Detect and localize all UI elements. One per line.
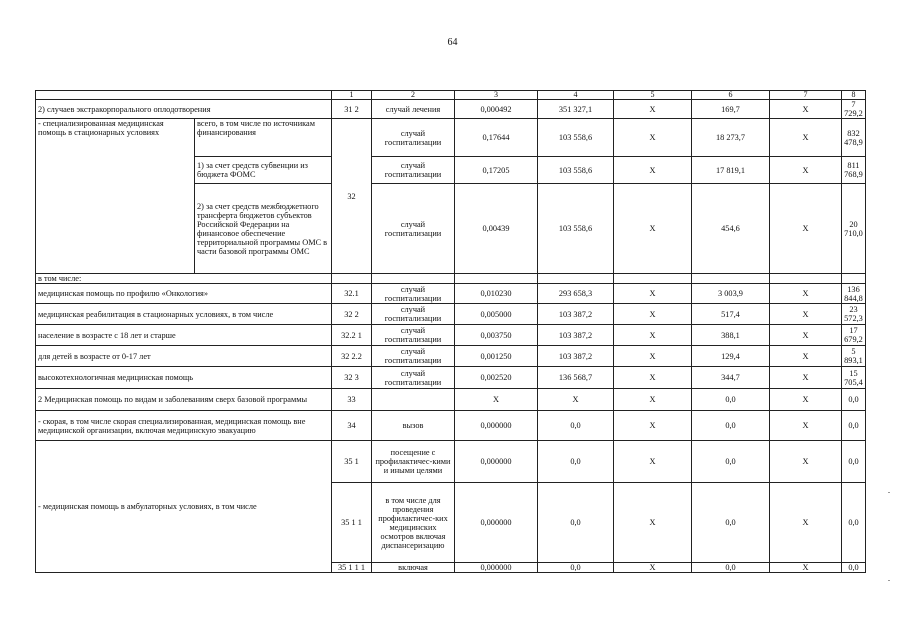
cell-col3: 0,010230 xyxy=(455,284,538,304)
row-code: 32.2 1 xyxy=(332,325,372,346)
cell-col8: 832 478,9 xyxy=(842,119,866,157)
cell-col5: X xyxy=(614,411,692,441)
row-name: - медицинская помощь в амбулаторных условиях, в том числе xyxy=(36,441,332,573)
row-code: 32 2 xyxy=(332,304,372,325)
cell-col7: X xyxy=(770,441,842,483)
cell-col4: 103 558,6 xyxy=(538,119,614,157)
cell-col5: X xyxy=(614,304,692,325)
cell-col6: 0,0 xyxy=(692,411,770,441)
row-code: 34 xyxy=(332,411,372,441)
cell-col3: 0,000000 xyxy=(455,563,538,573)
cell-col4: 103 558,6 xyxy=(538,184,614,274)
row-unit xyxy=(372,389,455,411)
cell-col6: 0,0 xyxy=(692,483,770,563)
cell-col5: X xyxy=(614,100,692,119)
cell-col5: X xyxy=(614,284,692,304)
row-name: в том числе: xyxy=(36,274,332,284)
cell-col8: 0,0 xyxy=(842,389,866,411)
cell-col7: X xyxy=(770,483,842,563)
cell-col3: 0,00439 xyxy=(455,184,538,274)
cell-col5: X xyxy=(614,157,692,184)
row-code: 35 1 xyxy=(332,441,372,483)
cell-col5: X xyxy=(614,563,692,573)
row-name: население в возрасте с 18 лет и старше xyxy=(36,325,332,346)
cell-col3: 0,003750 xyxy=(455,325,538,346)
cell-col4: 103 387,2 xyxy=(538,346,614,367)
table-row xyxy=(36,274,866,284)
row-unit: посещение с профилактичес-кими и иными целями xyxy=(372,441,455,483)
cell-col7: X xyxy=(770,367,842,389)
row-code: 35 1 1 1 xyxy=(332,563,372,573)
row-name: высокотехнологичная медицинская помощь xyxy=(36,367,332,389)
empty-cell xyxy=(770,274,842,284)
row-subname: 2) за счет средств межбюджетного трансферта бюджетов субъектов Российской Федерации на финансовое обеспечение территориальной программы ОМС в части базовой программы ОМС xyxy=(195,184,332,274)
table-row xyxy=(36,284,866,304)
cell-col6: 344,7 xyxy=(692,367,770,389)
cell-col3: 0,000492 xyxy=(455,100,538,119)
scan-speck xyxy=(888,492,890,493)
cell-col8: 811 768,9 xyxy=(842,157,866,184)
cell-col4: 0,0 xyxy=(538,441,614,483)
table-row xyxy=(36,100,866,119)
cell-col5: X xyxy=(614,367,692,389)
cell-col4: 103 387,2 xyxy=(538,304,614,325)
header-cell-name xyxy=(36,91,332,100)
row-name: - специализированная медицинская помощь в стационарных условиях xyxy=(36,119,195,274)
cell-col6: 18 273,7 xyxy=(692,119,770,157)
cell-col6: 0,0 xyxy=(692,563,770,573)
cell-col5: X xyxy=(614,325,692,346)
empty-cell xyxy=(372,274,455,284)
cell-col7: X xyxy=(770,563,842,573)
table-row xyxy=(36,389,866,411)
cell-col7: X xyxy=(770,284,842,304)
cell-col8: 15 705,4 xyxy=(842,367,866,389)
cell-col4: 0,0 xyxy=(538,483,614,563)
cell-col8: 23 572,3 xyxy=(842,304,866,325)
header-cell-7: 7 xyxy=(770,91,842,100)
cell-col5: X xyxy=(614,483,692,563)
row-code: 35 1 1 xyxy=(332,483,372,563)
cell-col7: X xyxy=(770,184,842,274)
header-cell-6: 6 xyxy=(692,91,770,100)
cell-col5: X xyxy=(614,441,692,483)
row-name: - скорая, в том числе скорая специализированная, медицинская помощь вне медицинской организации, включая медицинскую эвакуацию xyxy=(36,411,332,441)
row-unit: случай госпитализации xyxy=(372,119,455,157)
cell-col3: 0,005000 xyxy=(455,304,538,325)
cell-col5: X xyxy=(614,184,692,274)
header-cell-5: 5 xyxy=(614,91,692,100)
empty-cell xyxy=(455,274,538,284)
cell-col8: 20 710,0 xyxy=(842,184,866,274)
header-cell-8: 8 xyxy=(842,91,866,100)
cell-col6: 388,1 xyxy=(692,325,770,346)
row-unit: случай госпитализации xyxy=(372,325,455,346)
cell-col4: 103 387,2 xyxy=(538,325,614,346)
cell-col3: 0,17205 xyxy=(455,157,538,184)
table-row xyxy=(36,119,866,157)
header-cell-2: 2 xyxy=(372,91,455,100)
cell-col4: 0,0 xyxy=(538,563,614,573)
cell-col7: X xyxy=(770,100,842,119)
cell-col4: 103 558,6 xyxy=(538,157,614,184)
empty-cell xyxy=(614,274,692,284)
row-name: медицинская помощь по профилю «Онкология» xyxy=(36,284,332,304)
cell-col8: 5 893,1 xyxy=(842,346,866,367)
cell-col7: X xyxy=(770,411,842,441)
row-code-group: 32 xyxy=(332,119,372,274)
cell-col8: 0,0 xyxy=(842,563,866,573)
row-unit: включая xyxy=(372,563,455,573)
cell-col5: X xyxy=(614,346,692,367)
table-row xyxy=(36,325,866,346)
tariff-table xyxy=(35,90,866,573)
empty-cell xyxy=(332,274,372,284)
cell-col8: 136 844,8 xyxy=(842,284,866,304)
row-code: 32.1 xyxy=(332,284,372,304)
cell-col6: 0,0 xyxy=(692,441,770,483)
cell-col4: 136 568,7 xyxy=(538,367,614,389)
cell-col6: 169,7 xyxy=(692,100,770,119)
cell-col3: 0,000000 xyxy=(455,483,538,563)
cell-col4: 351 327,1 xyxy=(538,100,614,119)
cell-col3: 0,17644 xyxy=(455,119,538,157)
table-row xyxy=(36,367,866,389)
cell-col8: 0,0 xyxy=(842,483,866,563)
row-code: 31 2 xyxy=(332,100,372,119)
row-name: 2 Медицинская помощь по видам и заболеваниям сверх базовой программы xyxy=(36,389,332,411)
row-name: для детей в возрасте от 0-17 лет xyxy=(36,346,332,367)
table-row xyxy=(36,411,866,441)
table-row xyxy=(36,346,866,367)
scan-speck xyxy=(888,580,890,581)
cell-col7: X xyxy=(770,389,842,411)
row-unit: случай госпитализации xyxy=(372,367,455,389)
row-name: медицинская реабилитация в стационарных условиях, в том числе xyxy=(36,304,332,325)
page-number: 64 xyxy=(447,37,458,48)
empty-cell xyxy=(842,274,866,284)
row-code: 33 xyxy=(332,389,372,411)
cell-col4: 293 658,3 xyxy=(538,284,614,304)
cell-col6: 129,4 xyxy=(692,346,770,367)
cell-col5: X xyxy=(614,389,692,411)
table-row xyxy=(36,304,866,325)
cell-col6: 3 003,9 xyxy=(692,284,770,304)
row-unit: в том числе для проведения профилактичес-ких медицинских осмотров включая диспансеризацию xyxy=(372,483,455,563)
row-code: 32 3 xyxy=(332,367,372,389)
cell-col8: 0,0 xyxy=(842,411,866,441)
cell-col7: X xyxy=(770,119,842,157)
row-unit: случай госпитализации xyxy=(372,346,455,367)
cell-col3: 0,000000 xyxy=(455,441,538,483)
cell-col4: 0,0 xyxy=(538,411,614,441)
row-unit: вызов xyxy=(372,411,455,441)
row-unit: случай госпитализации xyxy=(372,157,455,184)
cell-col5: X xyxy=(614,119,692,157)
row-unit: случай лечения xyxy=(372,100,455,119)
empty-cell xyxy=(692,274,770,284)
cell-col3: 0,001250 xyxy=(455,346,538,367)
cell-col7: X xyxy=(770,325,842,346)
table-row xyxy=(36,441,866,483)
row-name: 2) случаев экстракорпорального оплодотворения xyxy=(36,100,332,119)
column-number-row xyxy=(36,91,866,100)
row-unit: случай госпитализации xyxy=(372,184,455,274)
cell-col8: 17 679,2 xyxy=(842,325,866,346)
cell-col8: 7 729,2 xyxy=(842,100,866,119)
row-subname: всего, в том числе по источникам финансирования xyxy=(195,119,332,157)
cell-col4: X xyxy=(538,389,614,411)
row-unit: случай госпитализации xyxy=(372,284,455,304)
cell-col3: 0,002520 xyxy=(455,367,538,389)
row-code: 32 2.2 xyxy=(332,346,372,367)
cell-col6: 17 819,1 xyxy=(692,157,770,184)
cell-col7: X xyxy=(770,304,842,325)
row-subname: 1) за счет средств субвенции из бюджета ФОМС xyxy=(195,157,332,184)
header-cell-3: 3 xyxy=(455,91,538,100)
header-cell-1: 1 xyxy=(332,91,372,100)
empty-cell xyxy=(538,274,614,284)
cell-col6: 0,0 xyxy=(692,389,770,411)
cell-col8: 0,0 xyxy=(842,441,866,483)
row-unit: случай госпитализации xyxy=(372,304,455,325)
cell-col7: X xyxy=(770,346,842,367)
cell-col6: 454,6 xyxy=(692,184,770,274)
cell-col3: X xyxy=(455,389,538,411)
cell-col7: X xyxy=(770,157,842,184)
cell-col3: 0,000000 xyxy=(455,411,538,441)
cell-col6: 517,4 xyxy=(692,304,770,325)
header-cell-4: 4 xyxy=(538,91,614,100)
